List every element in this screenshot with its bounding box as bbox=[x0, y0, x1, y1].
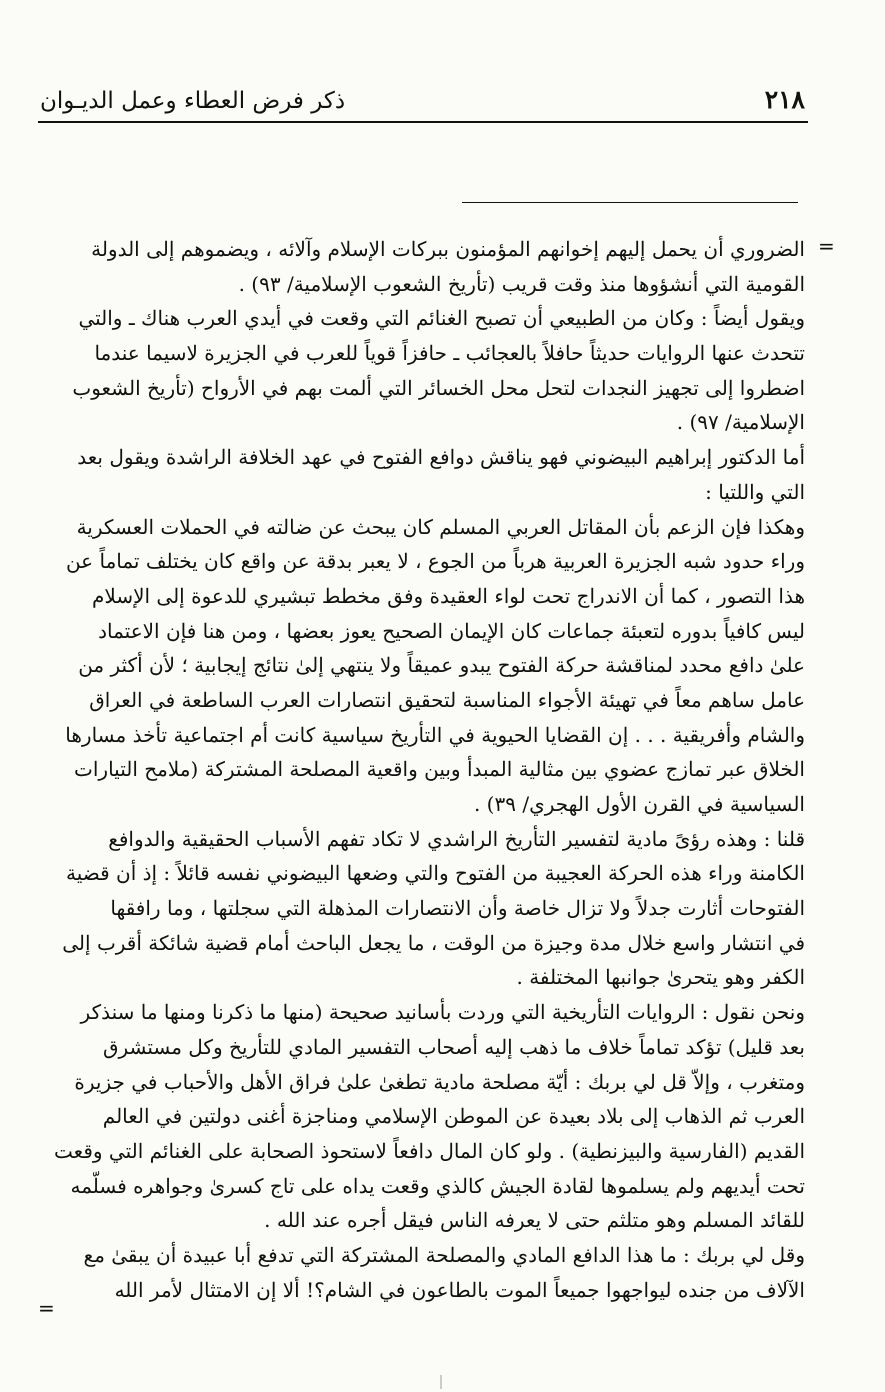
text-line: والشام وأفريقية . . . إن القضايا الحيوية في التأريخ سياسية كانت أم اجتماعية تأخذ مسارها bbox=[65, 722, 805, 747]
running-title: ذكر فرض العطاء وعمل الديـوان bbox=[40, 88, 346, 114]
text-line: الفتوحات أثارت جدلاً ولا تزال خاصة وأن الانتصارات المذهلة التي سجلتها ، وما رافقها bbox=[110, 896, 805, 921]
text-line: أما الدكتور إبراهيم البيضوني فهو يناقش دوافع الفتوح في عهد الخلافة الراشدة ويقول بعد bbox=[77, 445, 805, 470]
text-line: الكفر وهو يتحرىٰ جوانبها المختلفة . bbox=[516, 965, 805, 990]
footnote-rule bbox=[462, 202, 798, 203]
footnote-body-text bbox=[50, 232, 805, 1307]
text-line: هذا التصور ، كما أن الاندراج تحت لواء العقيدة وفق مخطط تبشيري للدعوة إلى الإسلام bbox=[92, 583, 805, 608]
text-line: تحت أيديهم ولم يسلموها لقادة الجيش كالذي وقعت يداه على تاج كسرىٰ وجواهره فسلّمه bbox=[70, 1173, 805, 1198]
text-line: قلنا : وهذه رؤىً مادية لتفسير التأريخ الراشدي لا تكاد تفهم الأسباب الحقيقية والدوافع bbox=[108, 826, 805, 851]
text-line: وراء حدود شبه الجزيرة العربية هرباً من الجوع ، لا يعبر بدقة عن واقع كان يختلف تماماً عن bbox=[65, 549, 805, 574]
text-line: التي واللتيا : bbox=[705, 479, 805, 504]
text-line: الضروري أن يحمل إليهم إخوانهم المؤمنون ببركات الإسلام وآلائه ، ويضموهم إلى الدولة bbox=[91, 237, 805, 261]
text-line: بعد قليل) تؤكد تماماً خلاف ما ذهب إليه أصحاب التفسير المادي للتأريخ وكل مستشرق bbox=[102, 1034, 805, 1059]
text-line: تتحدث عنها الروايات حديثاً حافلاً بالعجائب ـ حافزاً قوياً للعرب في الجزيرة لاسيما عندما bbox=[94, 341, 805, 366]
page-header bbox=[40, 84, 805, 124]
text-line: القديم (الفارسية والبيزنطية) . ولو كان المال دافعاً لاستحوذ الصحابة على الغنائم التي وقعت bbox=[54, 1138, 805, 1163]
text-line: عامل ساهم معاً في تهيئة الأجواء المناسبة لتحقيق انتصارات العرب الساطعة في العراق bbox=[89, 687, 805, 712]
text-line: للقائد المسلم وهو متلثم حتى لا يعرفه الناس فيقل أجره عند الله . bbox=[264, 1208, 805, 1233]
text-line: ويقول أيضاً : وكان من الطبيعي أن تصبح الغنائم التي وقعت في أيدي العرب هناك ـ والتي bbox=[78, 306, 805, 331]
text-line: ومتغرب ، وإلاّ قل لي بربك : أيّة مصلحة مادية تطغىٰ علىٰ فراق الأهل والأحباب في جزيرة bbox=[74, 1069, 805, 1094]
continuation-marker-end: = bbox=[38, 1296, 55, 1320]
text-line: في انتشار واسع خلال مدة وجيزة من الوقت ، ما يجعل الباحث أمام قضية شائكة أقرب إلى bbox=[62, 930, 805, 955]
text-line: ونحن نقول : الروايات التأريخية التي وردت بأسانيد صحيحة (منها ما ذكرنا ومنها ما سنذكر bbox=[80, 1000, 805, 1025]
page-number: ٢١٨ bbox=[764, 85, 805, 114]
continuation-marker-start: = bbox=[818, 234, 835, 258]
text-line: العرب ثم الذهاب إلى بلاد بعيدة عن الموطن الإسلامي ومناجزة أغنى دولتين في العالم bbox=[102, 1104, 805, 1129]
scan-mark bbox=[440, 1375, 442, 1389]
text-line: ليس كافياً بدوره لتعبئة جماعات كان الإيمان الصحيح يعوز بعضها ، ومن هنا فإن الاعتماد bbox=[98, 618, 805, 643]
text-line: الكامنة وراء هذه الحركة العجيبة من الفتوح والتي وضعها البيضوني نفسه قائلاً : إذ أن قضية bbox=[65, 861, 805, 886]
text-line: الخلاق عبر تمازج عضوي بين مثالية المبدأ وبين واقعية المصلحة المشتركة (ملامح التيارات bbox=[74, 757, 805, 782]
text-line: وهكذا فإن الزعم بأن المقاتل العربي المسلم كان يبحث عن ضالته في الحملات العسكرية bbox=[76, 514, 805, 539]
text-line: اضطروا إلى تجهيز النجدات لتحل محل الخسائر التي ألمت بهم في الأرواح (تأريخ الشعوب bbox=[72, 375, 805, 400]
header-rule bbox=[38, 121, 808, 123]
text-line: السياسية في القرن الأول الهجري/ ٣٩) . bbox=[473, 792, 805, 816]
text-line: وقل لي بربك : ما هذا الدافع المادي والمصلحة المشتركة التي تدفع أبا عبيدة أن يبقىٰ مع bbox=[83, 1242, 805, 1267]
text-line: القومية التي أنشؤوها منذ وقت قريب (تأريخ الشعوب الإسلامية/ ٩٣) . bbox=[238, 271, 805, 296]
text-line: الإسلامية/ ٩٧) . bbox=[676, 410, 805, 435]
text-line: علىٰ دافع محدد لمناقشة حركة الفتوح يبدو عميقاً ولا ينتهي إلىٰ نتائج إيجابية ؛ لأن أكثر من bbox=[78, 653, 805, 678]
text-line: الآلاف من جنده ليواجهوا جميعاً الموت بالطاعون في الشام؟! ألا إن الامتثال لأمر الله bbox=[114, 1277, 805, 1302]
